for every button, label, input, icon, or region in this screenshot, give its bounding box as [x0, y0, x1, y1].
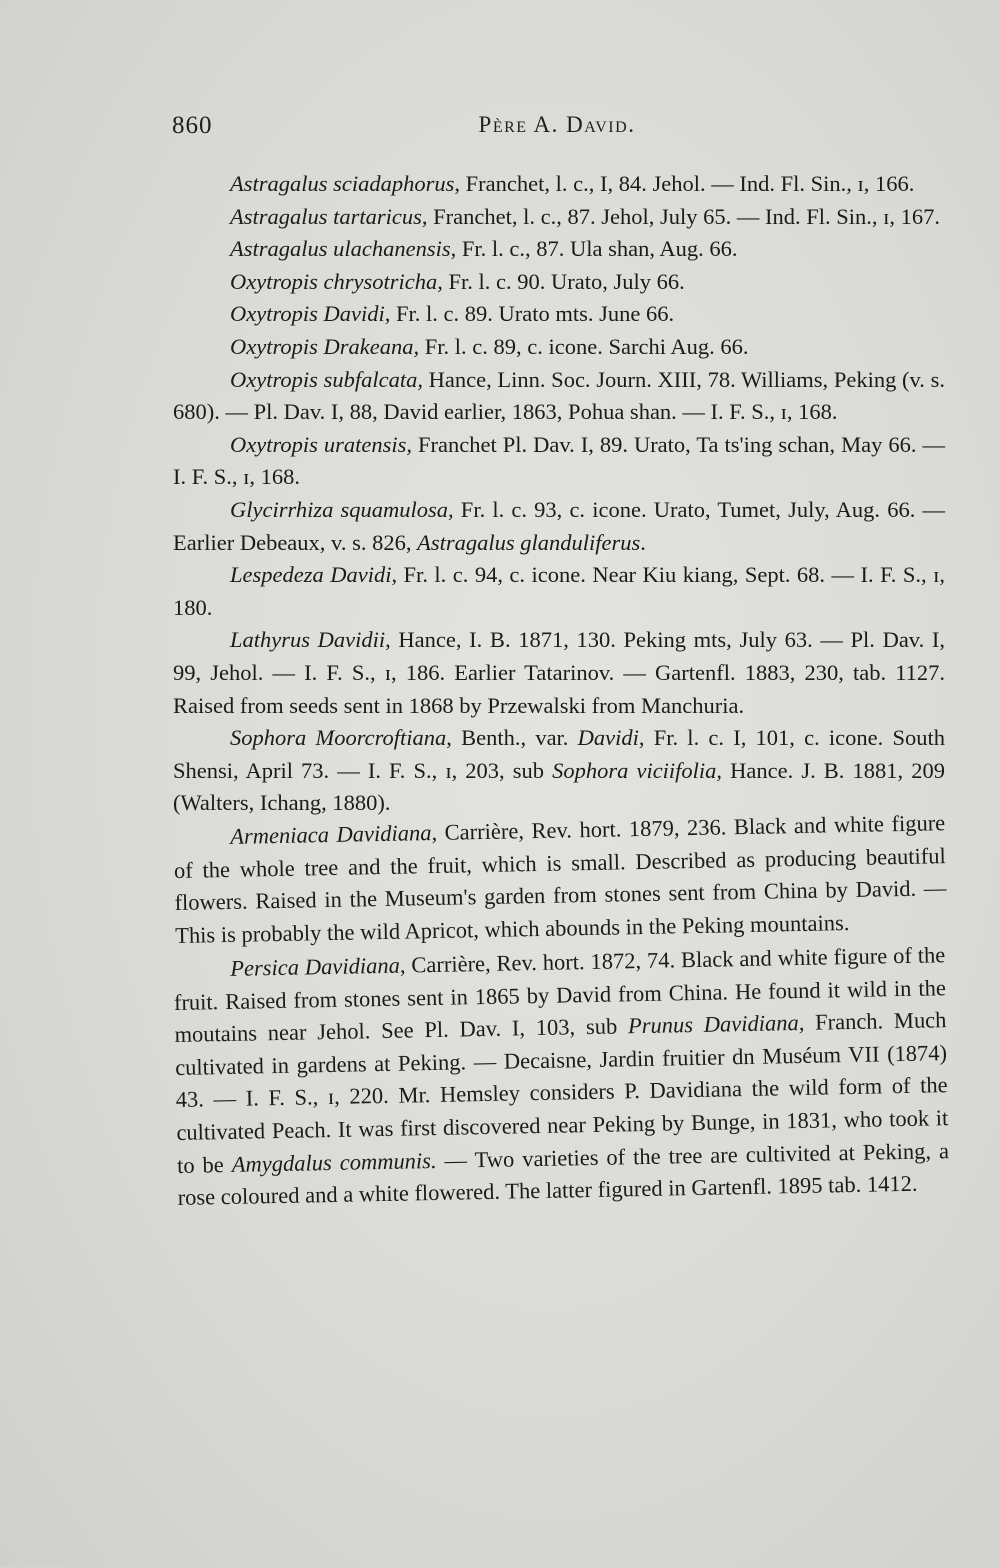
entry-text: , Carrière, Rev. hort. 1872, 74. Black and white figure of the fruit. Raised from stones sent in 1865 by David from China. He found it wild in the moutains near Jehol. See Pl. Dav. I, 103, sub — [173, 942, 947, 1048]
entry-text: , Benth., var. — [446, 725, 578, 751]
species-entry — [173, 429, 945, 494]
entry-text: , Fr. l. c. 94, c. icone. Near Kiu kiang, Sept. 68. — I. F. S., ɪ, 180. — [173, 562, 945, 620]
species-name: Oxytropis chrysotricha, — [230, 268, 443, 294]
species-entry — [173, 364, 945, 429]
entry-text: — Two varieties of the tree are cultivited at Peking, a rose coloured and a white flowered. The latter figured in Gartenfl. 1895 tab. 1412. — [177, 1137, 950, 1211]
entry-text: , Fr. l. c., 87. Ula shan, Aug. 66. — [450, 236, 738, 262]
entry-text: , Franchet, l. c., 87. Jehol, July 65. — Ind. Fl. Sin., ɪ, 167. — [421, 203, 941, 229]
species-name: Astragalus ulachanensis — [230, 236, 451, 262]
entry-text: Franchet Pl. Dav. I, 89. Urato, Ta ts'ing schan, May 66. — I. F. S., ɪ, 168. — [173, 431, 945, 490]
synonym-name: Amygdalus communis. — [231, 1147, 437, 1177]
species-name: Oxytropis uratensis, — [230, 431, 413, 457]
entry-text: , Hance, I. B. 1871, 130. Peking mts, July 63. — Pl. Dav. I, 99, Jehol. — I. F. S., ɪ, 186. Earlier Tatarinov. — Gartenfl. 1883, 230, tab. 1127. Raised from seeds sent in 1868 by Przewalski from Manchuria. — [173, 627, 945, 718]
species-entry — [173, 807, 947, 952]
entry-text: Fr. l. c. 90. Urato, July 66. — [442, 268, 685, 294]
synonym-name: Prunus Davidiana, — [627, 1010, 805, 1039]
species-name: Oxytropis Davidi — [230, 301, 385, 327]
synonym-name: Astragalus glanduliferus — [417, 529, 641, 555]
species-entry — [173, 298, 945, 331]
entry-text: Hance. J. B. 1881, 209 (Walters, Ichang, 1880). — [173, 757, 945, 816]
species-entry — [173, 233, 945, 266]
entry-text: . — [640, 529, 646, 555]
synonym-name: Sophora viciifolia, — [552, 757, 723, 783]
species-name: Oxytropis subfalcata, — [230, 366, 423, 392]
variety-name: Davidi — [577, 725, 639, 751]
species-name: Astragalus sciadaphorus — [230, 171, 455, 196]
entry-text: Franch. Much cultivated in gardens at Peking. — Decaisne, Jardin fruitier dn Muséum VII (1874) 43. — I. F. S., ɪ, 220. Mr. Hemsley considers P. Davidiana the wild form of the cultivated Peach. It was first discovered near Peking by Bunge, in 1831, who took it to be — [174, 1007, 949, 1178]
species-entry — [173, 939, 950, 1215]
species-name: Armeniaca Davidiana — [230, 819, 432, 849]
species-name: Sophora Moorcroftiana — [230, 725, 447, 751]
running-head: Père A. David. — [478, 112, 636, 137]
entry-text: , Carrière, Rev. hort. 1879, 236. Black and white figure of the whole tree and the fruit, which is small. Described as producing beautiful flowers. Raised in the Museum's garden from stones sent from China by David. — This is probably the wild Apricot, which abounds in the Peking mountains. — [173, 810, 947, 948]
species-name: Glycirrhiza squamulosa, — [230, 496, 454, 522]
species-entry — [173, 201, 945, 234]
species-entry — [173, 624, 945, 722]
species-entry — [173, 722, 945, 820]
species-entry — [173, 168, 945, 201]
entry-text: Fr. l. c. 89, c. icone. Sarchi Aug. 66. — [419, 333, 749, 359]
entry-text: , Franchet, l. c., I, 84. Jehol. — Ind. Fl. Sin., ɪ, 166. — [454, 171, 915, 196]
species-name: Persica Davidiana — [230, 952, 401, 982]
page-header — [172, 112, 942, 152]
species-name: Lathyrus Davidii — [230, 627, 386, 653]
entry-text: Fr. l. c. 93, c. icone. Urato, Tumet, July, Aug. 66. — Earlier Debeaux, v. s. 826, — [173, 496, 945, 555]
species-entry — [173, 494, 945, 559]
entry-text: , Fr. l. c. I, 101, c. icone. South Shensi, April 73. — I. F. S., ɪ, 203, sub — [173, 725, 945, 783]
species-name: Lespedeza Davidi — [230, 562, 392, 588]
entry-text: , Fr. l. c. 89. Urato mts. June 66. — [384, 301, 675, 327]
species-name: Astragalus tartaricus — [230, 203, 422, 229]
species-entry — [173, 331, 945, 364]
body-text — [173, 168, 950, 1215]
species-entry — [173, 559, 945, 624]
species-name: Oxytropis Drakeana, — [230, 333, 420, 359]
page-number: 860 — [172, 112, 213, 139]
species-entry — [173, 266, 945, 299]
entry-text: Hance, Linn. Soc. Journ. XIII, 78. Williams, Peking (v. s. 680). — Pl. Dav. I, 88, David earlier, 1863, Pohua shan. — I. F. S., ɪ, 168. — [173, 366, 945, 425]
